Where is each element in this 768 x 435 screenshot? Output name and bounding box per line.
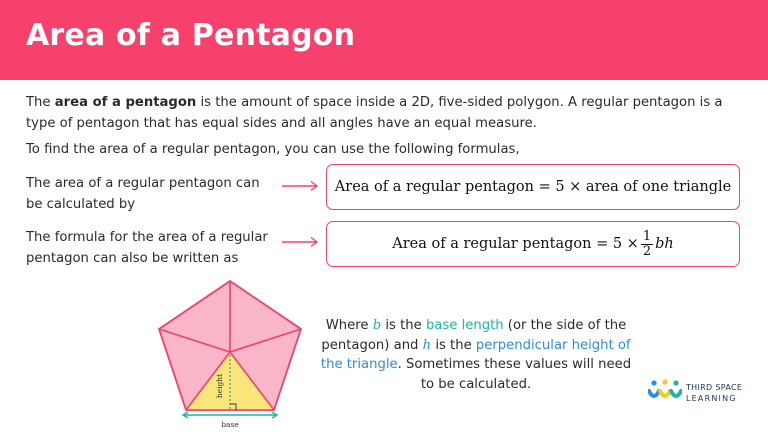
intro-pre: The — [26, 95, 55, 110]
row2-label: The formula for the area of a regular pentagon can also be written as — [26, 230, 268, 266]
fraction-denominator: 2 — [642, 243, 652, 259]
title-banner — [0, 0, 768, 80]
explanation-text-5: . Sometimes these values will need to be calculated. — [397, 357, 632, 392]
arrow-right-icon — [281, 180, 319, 192]
logo-line-1: THIRD SPACE — [686, 383, 743, 392]
pentagon-diagram — [150, 276, 310, 434]
formula-box-1 — [326, 164, 740, 210]
intro-post: is the amount of space inside a 2D, five-sided polygon. A regular pentagon is a type of pentagon that has equal sides and all angles have an equal measure. — [26, 95, 723, 131]
base-label: base — [221, 420, 239, 429]
intro-paragraph — [26, 92, 746, 134]
explanation — [318, 316, 634, 394]
explanation-text-2: is the — [381, 318, 426, 333]
row1-label: The area of a regular pentagon can be calculated by — [26, 176, 260, 212]
logo-line-2: LEARNING — [686, 394, 737, 403]
formula-2-rhs: bh — [655, 236, 674, 252]
third-space-learning-logo — [648, 379, 758, 405]
explanation-text-3: (or the side of the pentagon) and — [321, 318, 627, 353]
logo-text — [686, 382, 742, 404]
explanation-text-1: Where — [325, 318, 373, 333]
perpendicular-height-term: perpendicular height of the triangle — [320, 337, 631, 372]
formula-box-2 — [326, 221, 740, 267]
fraction-numerator: 1 — [642, 228, 652, 244]
base-length-term: base length — [425, 318, 504, 333]
intro-bold: area of a pentagon — [54, 95, 197, 110]
formulas-intro: To find the area of a regular pentagon, you can use the following formulas, — [26, 142, 520, 157]
height-label: height — [215, 373, 224, 399]
formula-2-lhs: Area of a regular pentagon = 5 × — [392, 236, 639, 252]
fraction — [641, 230, 653, 259]
var-h: h — [422, 337, 432, 353]
formula-1: Area of a regular pentagon = 5 × area of one triangle — [334, 179, 732, 195]
var-b: b — [372, 318, 382, 333]
explanation-text-4: is the — [431, 337, 476, 353]
page-title: Area of a Pentagon — [26, 18, 356, 53]
logo-icon — [648, 379, 682, 405]
arrow-right-icon — [281, 236, 319, 248]
